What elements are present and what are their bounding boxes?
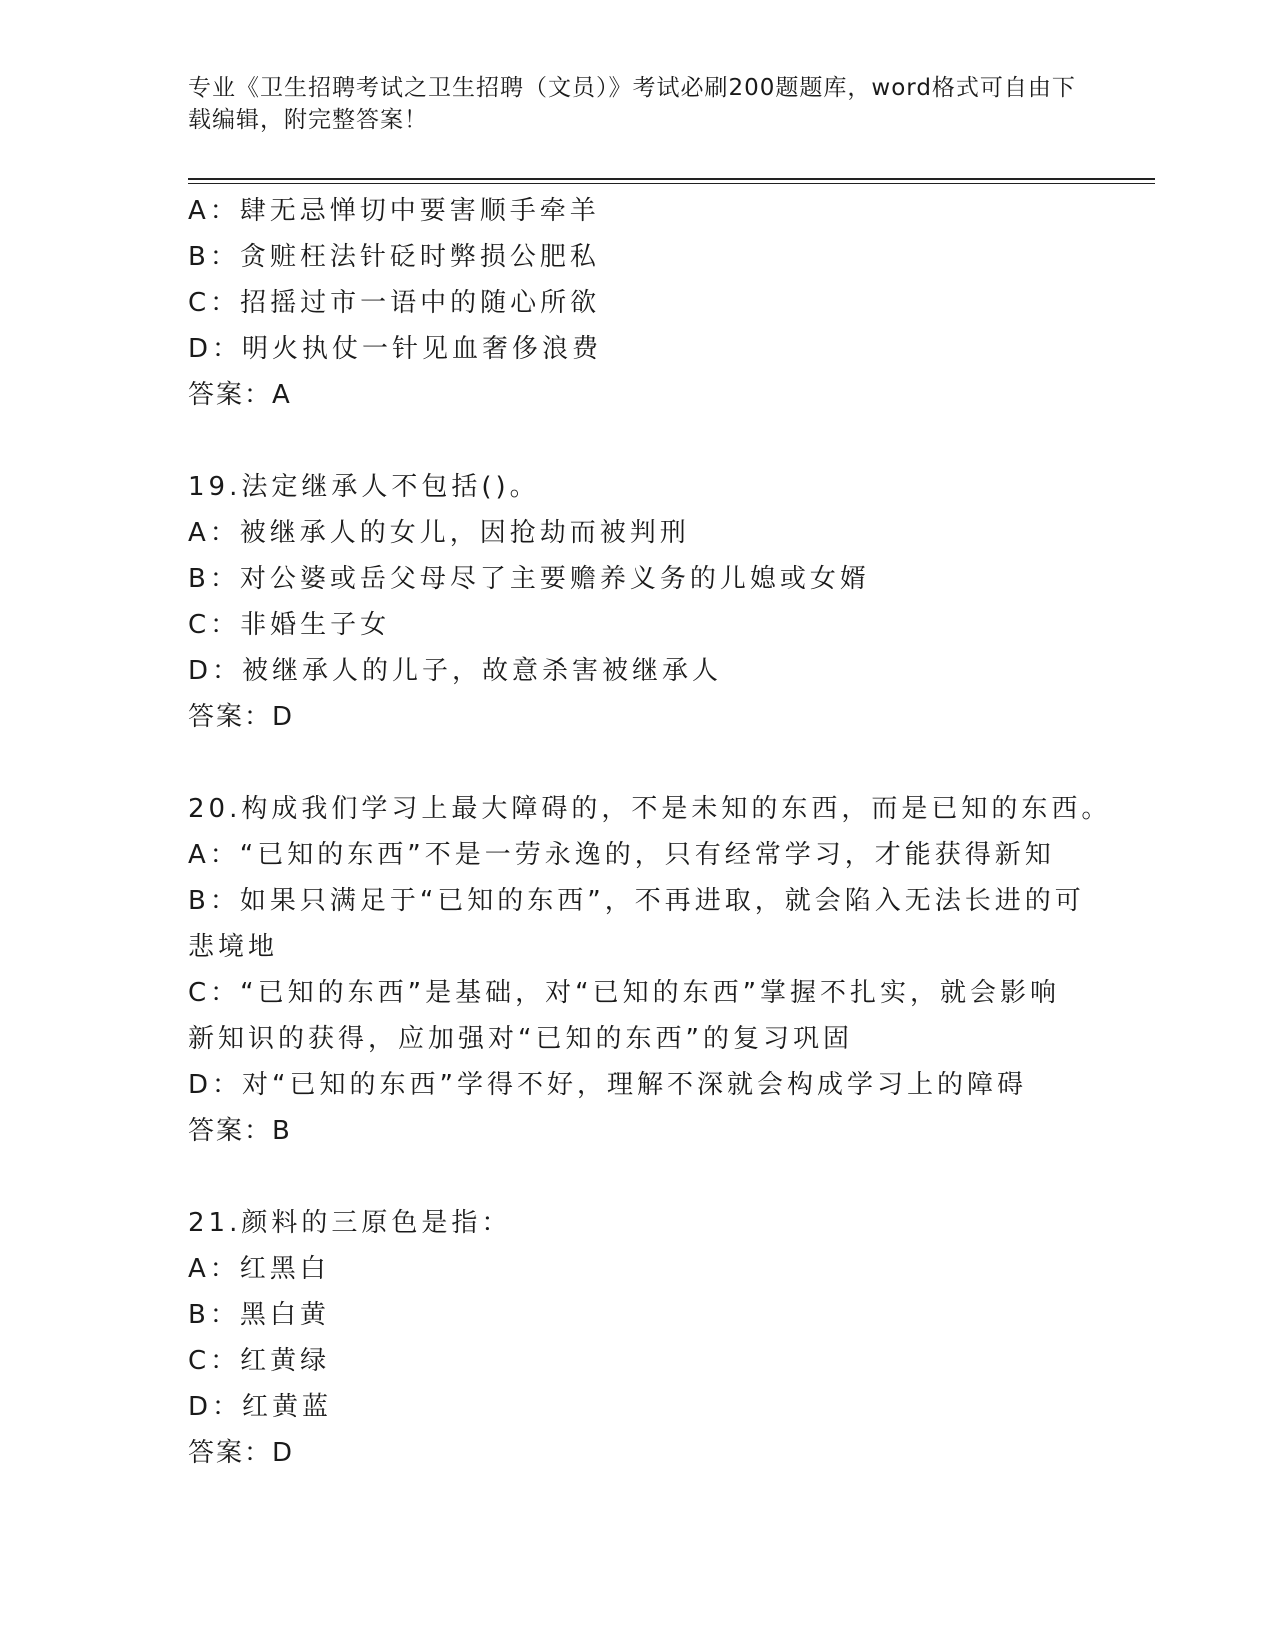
answer-line: 答案：D [188, 702, 295, 732]
option-a: A：“已知的东西”不是一劳永逸的，只有经常学习，才能获得新知 [188, 840, 1055, 870]
option-c: C：红黄绿 [188, 1346, 331, 1376]
option-c: C：招摇过市一语中的随心所欲 [188, 288, 601, 318]
option-c: C：“已知的东西”是基础，对“已知的东西”掌握不扎实，就会影响新知识的获得，应加强对“已知的东西”的复习巩固 [188, 978, 1061, 1054]
question-list [188, 188, 1112, 1476]
answer-line: 答案：B [188, 1116, 292, 1146]
option-b: B：对公婆或岳父母尽了主要赡养义务的儿媳或女婿 [188, 564, 870, 594]
option-d: D：红黄蓝 [188, 1392, 333, 1422]
header-rule [188, 178, 1155, 180]
answer-line: 答案：A [188, 380, 292, 410]
option-d: D：明火执仗一针见血奢侈浪费 [188, 334, 603, 364]
option-d: D：对“已知的东西”学得不好，理解不深就会构成学习上的障碍 [188, 1070, 1027, 1100]
question-block-18 [188, 188, 1088, 418]
option-b: B：如果只满足于“已知的东西”，不再进取，就会陷入无法长进的可悲境地 [188, 886, 1085, 962]
header-rule-thin [188, 183, 1155, 184]
option-c: C：非婚生子女 [188, 610, 391, 640]
question-block-19 [188, 464, 1088, 740]
option-d: D：被继承人的儿子，故意杀害被继承人 [188, 656, 723, 686]
question-stem: 19.法定继承人不包括()。 [188, 472, 540, 502]
option-b: B：黑白黄 [188, 1300, 330, 1330]
option-b: B：贪赃枉法针砭时弊损公肥私 [188, 242, 600, 272]
question-block-21 [188, 1200, 1088, 1476]
option-a: A：红黑白 [188, 1254, 330, 1284]
option-a: A：肆无忌惮切中要害顺手牵羊 [188, 196, 600, 226]
answer-line: 答案：D [188, 1438, 295, 1468]
question-stem: 21.颜料的三原色是指： [188, 1208, 512, 1238]
question-stem: 20.构成我们学习上最大障碍的，不是未知的东西，而是已知的东西。 [188, 794, 1112, 824]
document-header: 专业《卫生招聘考试之卫生招聘（文员）》考试必刷200题题库，word格式可自由下载编辑，附完整答案！ [188, 75, 1076, 133]
option-a: A：被继承人的女儿，因抢劫而被判刑 [188, 518, 690, 548]
question-block-20 [188, 786, 1112, 1154]
